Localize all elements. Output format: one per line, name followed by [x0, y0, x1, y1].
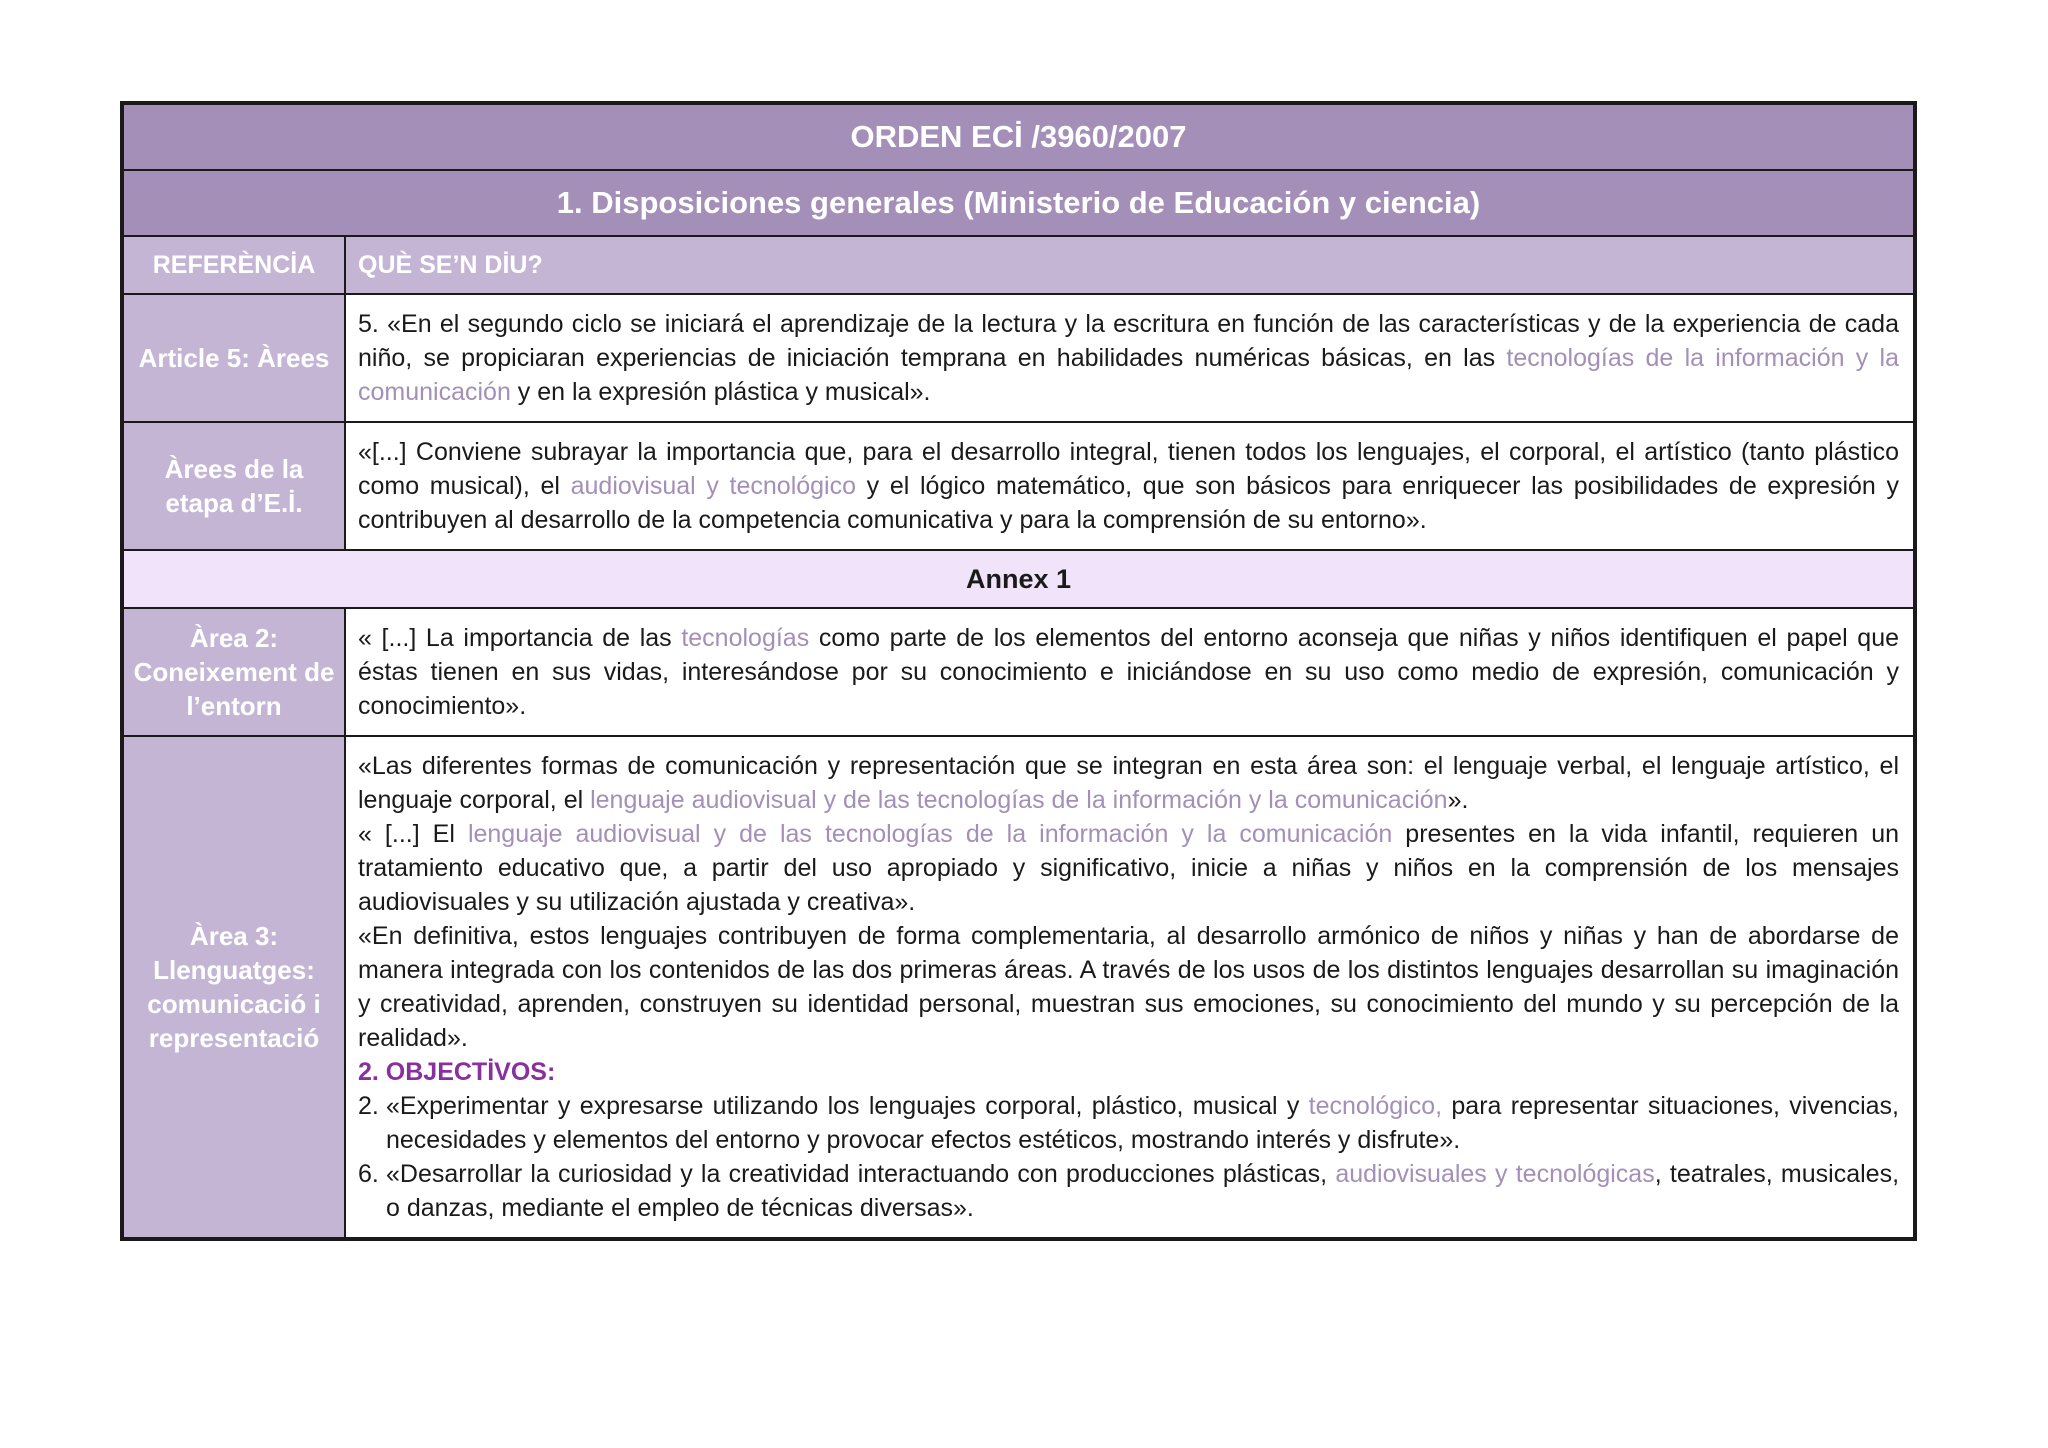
text-segment: como parte de los elementos del entorno aconseja que niñas y niños identifiquen el papel que éstas tienen en sus vidas, interesándose por su conocimiento e iniciándose en su uso como medio de expresión, comunicación y conocimiento». — [358, 624, 1899, 720]
text-segment: «Desarrollar la curiosidad y la creatividad interactuando con producciones plásticas, — [386, 1160, 1336, 1188]
objectives-list — [358, 1089, 1899, 1225]
text-segment: «Las diferentes formas de comunicación y representación que se integran en esta área son: el lenguaje verbal, el lenguaje artístico, el lenguaje corporal, el — [358, 752, 1899, 814]
list-text — [386, 1157, 1899, 1225]
list-item — [358, 1157, 1899, 1225]
text-segment: «Experimentar y expresarse utilizando los lenguajes corporal, plástico, musical y — [386, 1092, 1309, 1120]
text-segment: y en la expresión plástica y musical». — [510, 378, 931, 406]
legislation-table — [120, 101, 1917, 1241]
text-segment: « [...] La importancia de las — [358, 624, 682, 652]
highlighted-text: lenguaje audiovisual y de las tecnologías de la información y la comunicación — [590, 786, 1448, 814]
list-item — [358, 1089, 1899, 1157]
table-title: ORDEN ECİ /3960/2007 — [123, 104, 1914, 170]
text-segment: para representar situaciones, vivencias, necesidades y elementos del entorno y provocar efectos estéticos, mostrando interés y disfrute». — [386, 1092, 1899, 1154]
highlighted-text: tecnologías de la información y la comunicación — [358, 344, 1899, 406]
text-segment: presentes en la vida infantil, requieren un tratamiento educativo que, a partir del uso apropiado y significativo, inicie a niñas y niños en la comprensión de los mensajes audiovisuales y su utilización ajustada y creativa». — [358, 820, 1899, 916]
row-reference: Article 5: Àrees — [123, 294, 345, 422]
row-content — [345, 422, 1914, 550]
list-text — [386, 1089, 1899, 1157]
column-header-what: QUÈ SE’N DİU? — [345, 236, 1914, 294]
table-row — [123, 608, 1914, 736]
highlighted-text: tecnológico, — [1308, 1092, 1443, 1120]
row-content — [345, 294, 1914, 422]
column-header-reference: REFERÈNCİA — [123, 236, 345, 294]
text-segment: 5. «En el segundo ciclo se iniciará el aprendizaje de la lectura y la escritura en función de las características y de la experiencia de cada niño, se propiciaran experiencias de iniciación temprana en habilidades numéricas básicas, en las — [358, 310, 1899, 372]
list-number: 6. — [358, 1160, 379, 1188]
row-reference: Àrea 3: Llenguatges: comunicació i representació — [123, 736, 345, 1238]
text-segment: « [...] El — [358, 820, 468, 848]
paragraph — [358, 817, 1899, 919]
objectives-heading: 2. OBJECTİVOS: — [358, 1058, 556, 1086]
highlighted-text: audiovisuales y tecnológicas — [1335, 1160, 1655, 1188]
highlighted-text: lenguaje audiovisual y de las tecnologías de la información y la comunicación — [467, 820, 1393, 848]
paragraph: «En definitiva, estos lenguajes contribuyen de forma complementaria, al desarrollo armónico de niños y niñas y han de abordarse de manera integrada con los contenidos de las dos primeras áreas. A través de los usos de los distintos lenguajes desarrollan su imaginación y creatividad, aprenden, construyen su identidad personal, muestran sus emociones, su conocimiento del mundo y su percepción de la realidad». — [358, 922, 1899, 1052]
row-content — [345, 608, 1914, 736]
paragraph — [358, 749, 1899, 817]
table-row — [123, 422, 1914, 550]
highlighted-text: tecnologías — [681, 624, 810, 652]
text-segment: ». — [1447, 786, 1469, 814]
list-number: 2. — [358, 1092, 379, 1120]
row-content — [345, 736, 1914, 1238]
row-reference: Àrea 2: Coneixement de l’entorn — [123, 608, 345, 736]
table-subtitle: 1. Disposiciones generales (Ministerio de Educación y ciencia) — [123, 170, 1914, 236]
text-segment: , teatrales, musicales, o danzas, mediante el empleo de técnicas diversas». — [386, 1160, 1900, 1222]
text-segment: y el lógico matemático, que son básicos para enriquecer las posibilidades de expresión y contribuyen al desarrollo de la competencia comunicativa y para la comprensión de su entorno». — [358, 472, 1899, 534]
table-row — [123, 294, 1914, 422]
table-row — [123, 736, 1914, 1238]
highlighted-text: audiovisual y tecnológico — [570, 472, 857, 500]
text-segment: «[...] Conviene subrayar la importancia que, para el desarrollo integral, tienen todos los lenguajes, el corporal, el artístico (tanto plástico como musical), el — [358, 438, 1899, 500]
row-reference: Àrees de la etapa d’E.İ. — [123, 422, 345, 550]
annex-heading: Annex 1 — [123, 550, 1914, 608]
